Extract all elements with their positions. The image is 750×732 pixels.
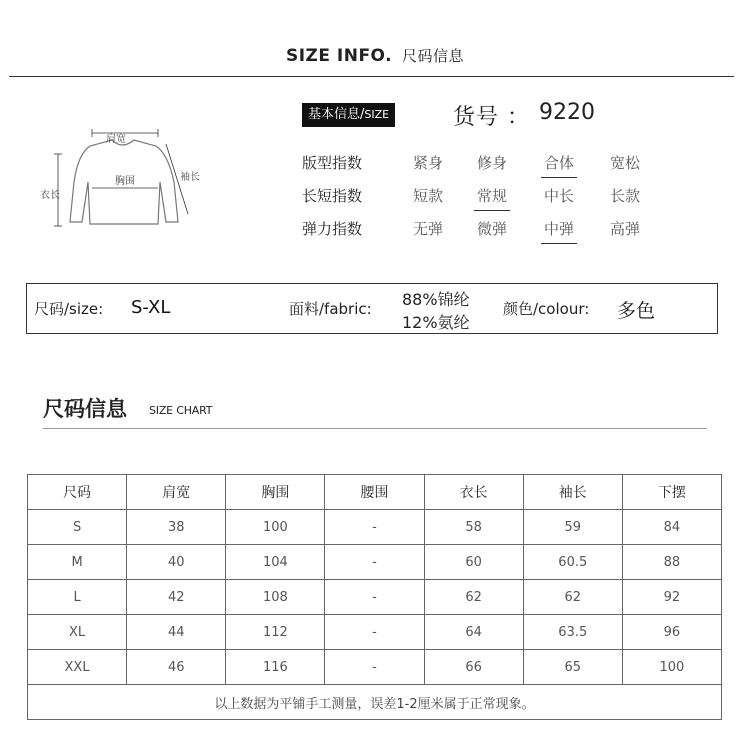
table-row — [28, 615, 722, 650]
table-cell: 100 — [226, 510, 325, 545]
table-cell: 104 — [226, 545, 325, 580]
stretch-option: 高弹 — [609, 220, 640, 238]
table-cell: - — [325, 615, 424, 650]
chest-label: 胸围 — [115, 176, 135, 187]
table-cell: M — [28, 545, 127, 580]
table-cell: 64 — [424, 615, 523, 650]
shoulder-label: 肩宽 — [106, 134, 126, 145]
table-cell: 42 — [127, 580, 226, 615]
table-cell: - — [325, 580, 424, 615]
length-option: 长款 — [609, 187, 640, 205]
table-cell: 116 — [226, 650, 325, 685]
table-header-row — [28, 475, 722, 510]
column-header: 下摆 — [622, 475, 721, 510]
length-label: 衣长 — [40, 190, 60, 201]
fit-option: 紧身 — [412, 154, 443, 172]
page-title-cn: 尺码信息 — [402, 47, 465, 65]
header-divider — [9, 76, 734, 77]
table-cell: 40 — [127, 545, 226, 580]
table-cell: 108 — [226, 580, 325, 615]
item-number-value: 9220 — [539, 100, 595, 125]
length-option-selected: 常规 — [470, 185, 514, 206]
basic-info-badge — [302, 103, 395, 127]
table-cell: 88 — [622, 545, 721, 580]
page-title-en: SIZE INFO. — [285, 46, 393, 66]
size-value: S-XL — [131, 297, 171, 318]
table-cell: 46 — [127, 650, 226, 685]
spec-box — [26, 283, 718, 334]
stretch-option: 微弹 — [476, 220, 507, 238]
size-table — [27, 474, 722, 720]
length-option: 中长 — [543, 187, 574, 205]
fabric-key: 面料/fabric: — [289, 300, 372, 318]
table-note-row — [28, 685, 722, 720]
table-cell: 60.5 — [523, 545, 622, 580]
table-row — [28, 545, 722, 580]
table-cell: L — [28, 580, 127, 615]
table-row — [28, 650, 722, 685]
table-cell: - — [325, 510, 424, 545]
page-title — [0, 45, 750, 66]
column-header: 袖长 — [523, 475, 622, 510]
measurement-note: 以上数据为平铺手工测量，误差1-2厘米属于正常现象。 — [28, 685, 722, 720]
table-row — [28, 510, 722, 545]
table-cell: 92 — [622, 580, 721, 615]
table-cell: XXL — [28, 650, 127, 685]
stretch-option: 无弹 — [412, 220, 443, 238]
table-cell: 60 — [424, 545, 523, 580]
table-cell: XL — [28, 615, 127, 650]
fabric-line-1: 88%锦纶 — [402, 290, 470, 309]
garment-diagram — [38, 120, 210, 232]
table-cell: 62 — [424, 580, 523, 615]
colour-value: 多色 — [617, 300, 656, 322]
length-index-label: 长短指数 — [302, 187, 363, 205]
table-cell: - — [325, 545, 424, 580]
table-cell: 63.5 — [523, 615, 622, 650]
table-cell: 100 — [622, 650, 721, 685]
fit-index-label: 版型指数 — [302, 154, 363, 172]
table-cell: - — [325, 650, 424, 685]
table-cell: S — [28, 510, 127, 545]
table-cell: 59 — [523, 510, 622, 545]
size-key: 尺码/size: — [34, 300, 104, 318]
table-cell: 66 — [424, 650, 523, 685]
stretch-option-selected: 中弹 — [537, 218, 581, 239]
table-cell: 96 — [622, 615, 721, 650]
column-header: 肩宽 — [127, 475, 226, 510]
size-chart-title: 尺码信息 — [43, 397, 127, 421]
column-header: 尺码 — [28, 475, 127, 510]
sleeve-label: 袖长 — [180, 172, 200, 183]
stretch-index-label: 弹力指数 — [302, 220, 363, 238]
column-header: 胸围 — [226, 475, 325, 510]
sweater-outline-icon — [38, 120, 210, 232]
fit-option-selected: 合体 — [537, 152, 581, 173]
table-cell: 38 — [127, 510, 226, 545]
length-option: 短款 — [412, 187, 443, 205]
table-cell: 58 — [424, 510, 523, 545]
column-header: 衣长 — [424, 475, 523, 510]
colour-key: 颜色/colour: — [503, 300, 590, 318]
size-chart-subtitle: SIZE CHART — [149, 404, 213, 417]
table-cell: 44 — [127, 615, 226, 650]
fit-option: 修身 — [476, 154, 507, 172]
table-cell: 112 — [226, 615, 325, 650]
table-cell: 62 — [523, 580, 622, 615]
fabric-line-2: 12%氨纶 — [402, 313, 470, 332]
size-chart-divider — [43, 428, 707, 429]
table-row — [28, 580, 722, 615]
table-cell: 84 — [622, 510, 721, 545]
table-cell: 65 — [523, 650, 622, 685]
column-header: 腰围 — [325, 475, 424, 510]
fit-option: 宽松 — [609, 154, 640, 172]
item-number-label: 货号 ： — [453, 105, 530, 130]
basic-info-badge-sub: SIZE — [364, 108, 390, 121]
basic-info-badge-main: 基本信息/ — [308, 107, 365, 122]
